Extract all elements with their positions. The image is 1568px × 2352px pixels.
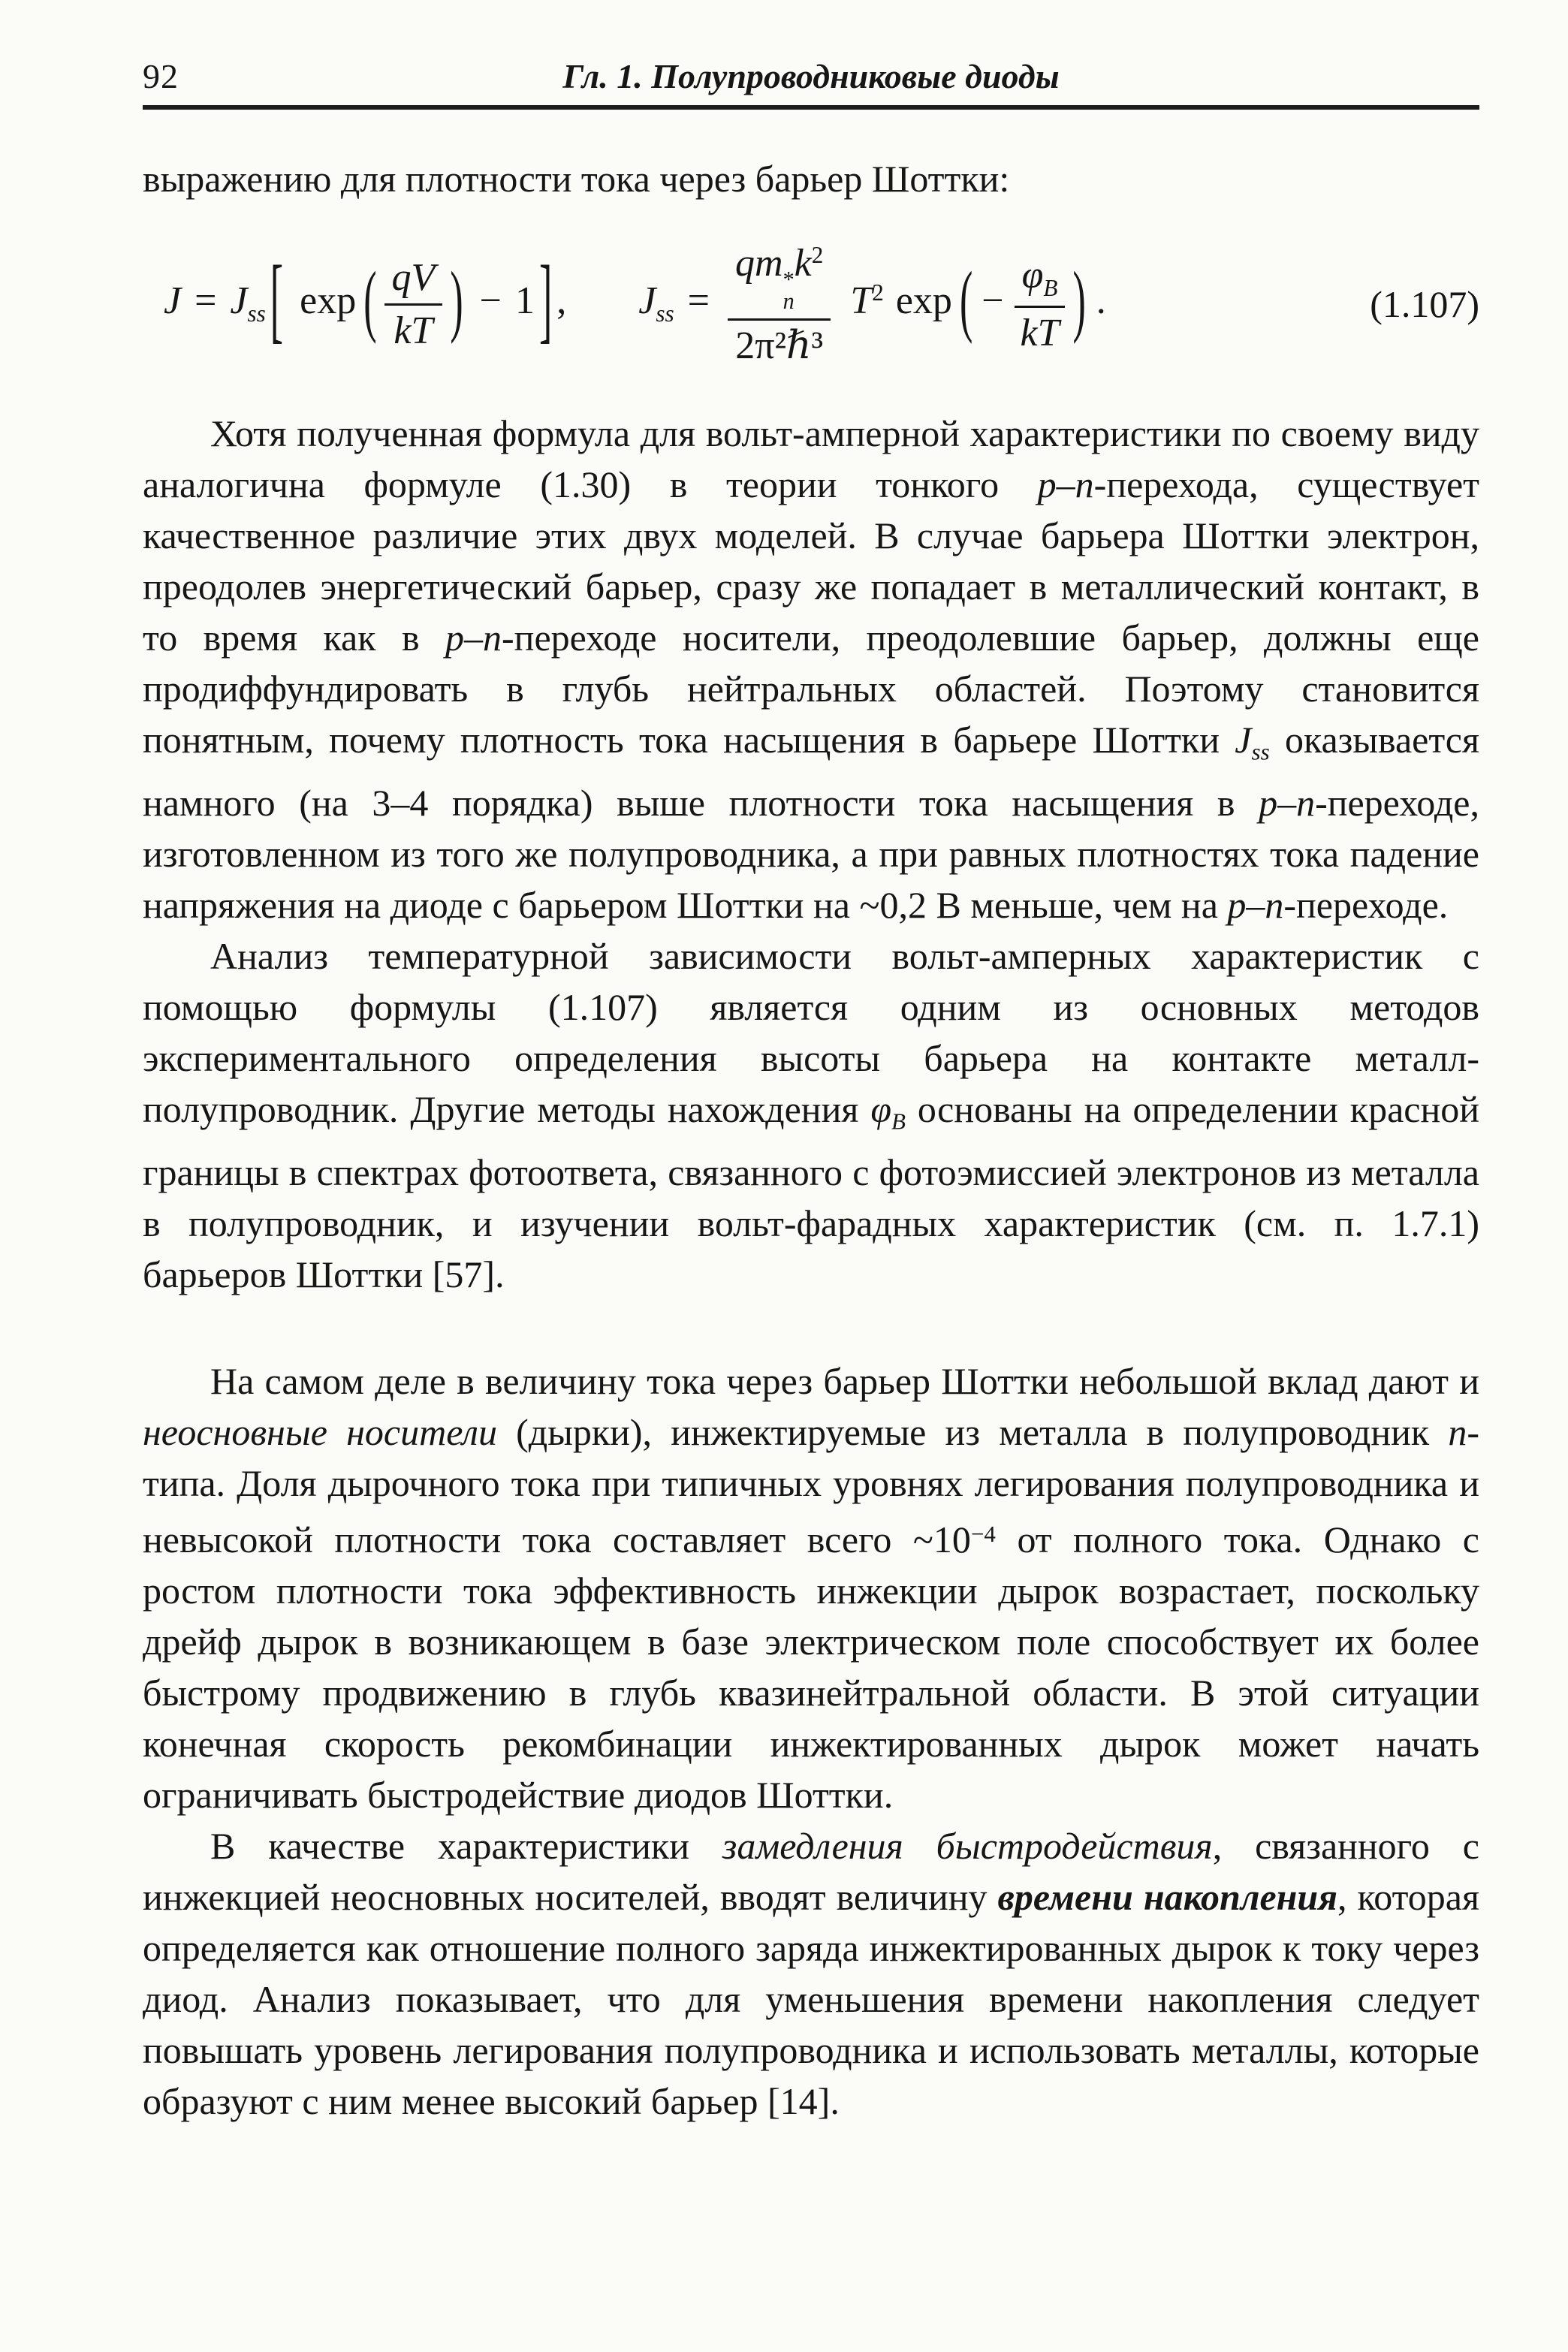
eq-minus: − (982, 279, 1004, 323)
page-number: 92 (143, 57, 179, 95)
equation-number: (1.107) (1370, 283, 1479, 326)
text-run: основаны на определении красной границы в спектрах фотоответа, связанного с фотоэмиссией электронов из металла в полупроводник, и изучении вольт-фарадных характеристик (см. п. 1.7.1) барьеров Шоттки [57]. (143, 1087, 1479, 1296)
text-run: , которая определяется как отношение полного заряда инжектированных дырок к току через диод. Анализ показывает, что для уменьшения времени накопления следует повышать уровень легирования полупроводника и использовать металлы, которые образуют с ним менее высокий барьер [14]. (143, 1876, 1480, 2123)
text-run-italic: замедления быстродействия (722, 1825, 1213, 1868)
eq-left-paren: ( (363, 257, 377, 345)
eq-exp: exp (895, 279, 952, 323)
text-run-italic: неосновные носители (143, 1411, 497, 1454)
eq-var-T: T (850, 279, 873, 323)
text-run-italic: p–n (1259, 781, 1316, 824)
text-run: Анализ температурной зависимости вольт-амперных характеристик с помощью формулы (1.107) является одним из основных методов экспериментального определения высоты барьера на контакте металл-полупроводник. Другие методы нахождения (143, 934, 1479, 1130)
eq-fraction-qV-kT: $\frac{qV}{kT}$ (384, 258, 443, 351)
text-run: -перехода, существует качественное различие этих двух моделей. В случае барьера Шоттки электрон, преодолев энергетический барьер, сразу же попадает в металлический контакт, в то время как в (143, 463, 1479, 659)
eq-fraction-phiB-kT: $\frac{\varphi_B}{kT}$ (1015, 256, 1066, 353)
text-run-italic: p–n (1227, 883, 1284, 926)
text-run-subscript: B (891, 1108, 906, 1135)
eq-left-paren: ( (959, 257, 973, 345)
text-run: от полного тока. Однако с ростом плотности тока эффективность инжекции дырок возрастает, поскольку дрейф дырок в возникающем в базе электрическом поле способствует их более быстрому продвижению в глубь квазинейтральной области. В этой ситуации конечная скорость рекомбинации инжектированных дырок может начать ограничивать быстродействие диодов Шоттки. (143, 1518, 1479, 1817)
eq-right-paren: ) (1072, 257, 1086, 345)
paragraph-2 (143, 930, 1479, 1300)
eq-supsub-star-n: * n (782, 267, 795, 314)
text-run-italic: J (1235, 718, 1252, 761)
eq-right-paren: ) (450, 257, 463, 345)
eq-minus: − (479, 279, 502, 323)
eq-var-J: J (164, 279, 182, 323)
eq-left-bracket: [ (270, 249, 284, 354)
text-run: (дырки), инжектируемые из металла в полупроводник (496, 1411, 1449, 1454)
text-run-subscript: ss (1251, 737, 1270, 764)
eq-fraction-qmk-2pi2hbar3: qm * n $k^2$ 2π²ℏ³ (728, 243, 831, 366)
display-equation-1-107 (143, 243, 1479, 366)
text-run: , связанного с инжекцией неосновных носителей, вводят величину (143, 1825, 1479, 1919)
paragraph-4 (143, 1820, 1479, 2127)
text-run-italic: n (1448, 1411, 1467, 1454)
eq-var-J: J (230, 279, 248, 323)
text-run-italic: φ (870, 1087, 891, 1130)
eq-right-bracket: ] (538, 249, 553, 354)
text-run: -типа. Доля дырочного тока при типичных уровнях легирования полупроводника и невысокой плотности тока составляет всего ~10 (143, 1411, 1479, 1561)
eq-one: 1 (514, 279, 535, 323)
text-run: выражению для плотности тока через барьер Шоттки: (143, 158, 1010, 200)
paragraph-1 (143, 408, 1479, 930)
paragraph-3 (143, 1355, 1479, 1820)
intro-line (143, 153, 1479, 204)
text-run-italic: p–n (445, 616, 502, 659)
text-run-superscript: −4 (970, 1521, 996, 1548)
equation-body (164, 243, 1106, 366)
text-run: На самом деле в величину тока через барьер Шоттки небольшой вклад дают и (210, 1360, 1479, 1403)
text-run-italic: p–n (1037, 463, 1094, 505)
text-run-bold-italic: времени накопления (997, 1876, 1338, 1919)
text-run: Хотя полученная формула для вольт-амперной характеристики по своему виду аналогична формуле (1.30) в теории тонкого (143, 412, 1479, 505)
eq-equals: = (194, 279, 217, 323)
eq-exp: exp (300, 279, 357, 323)
text-run: -переходе носители, преодолевшие барьер, должны еще продиффундировать в глубь нейтральных областей. Поэтому становится понятным, почему плотность тока насыщения в барьере Шоттки (143, 616, 1479, 761)
text-run: -переходе, изготовленном из того же полупроводника, а при равных плотностях тока падение напряжения на диоде с барьером Шоттки на ~0,2 В меньше, чем на (143, 781, 1479, 926)
running-title: Гл. 1. Полупроводниковые диоды (562, 57, 1060, 95)
running-header (143, 56, 1479, 110)
eq-sub-ss: ss (247, 300, 266, 327)
text-run: оказывается намного (на 3–4 порядка) выше плотности тока насыщения в (143, 718, 1480, 824)
eq-sub-ss: ss (656, 300, 674, 327)
eq-sup-2: 2 (872, 279, 884, 306)
eq-period: . (1096, 279, 1106, 323)
text-run: -переходе. (1283, 883, 1449, 926)
eq-comma: , (556, 279, 567, 323)
eq-var-J: J (638, 279, 656, 323)
text-run: В качестве характеристики (210, 1825, 722, 1868)
eq-equals: = (687, 279, 710, 323)
